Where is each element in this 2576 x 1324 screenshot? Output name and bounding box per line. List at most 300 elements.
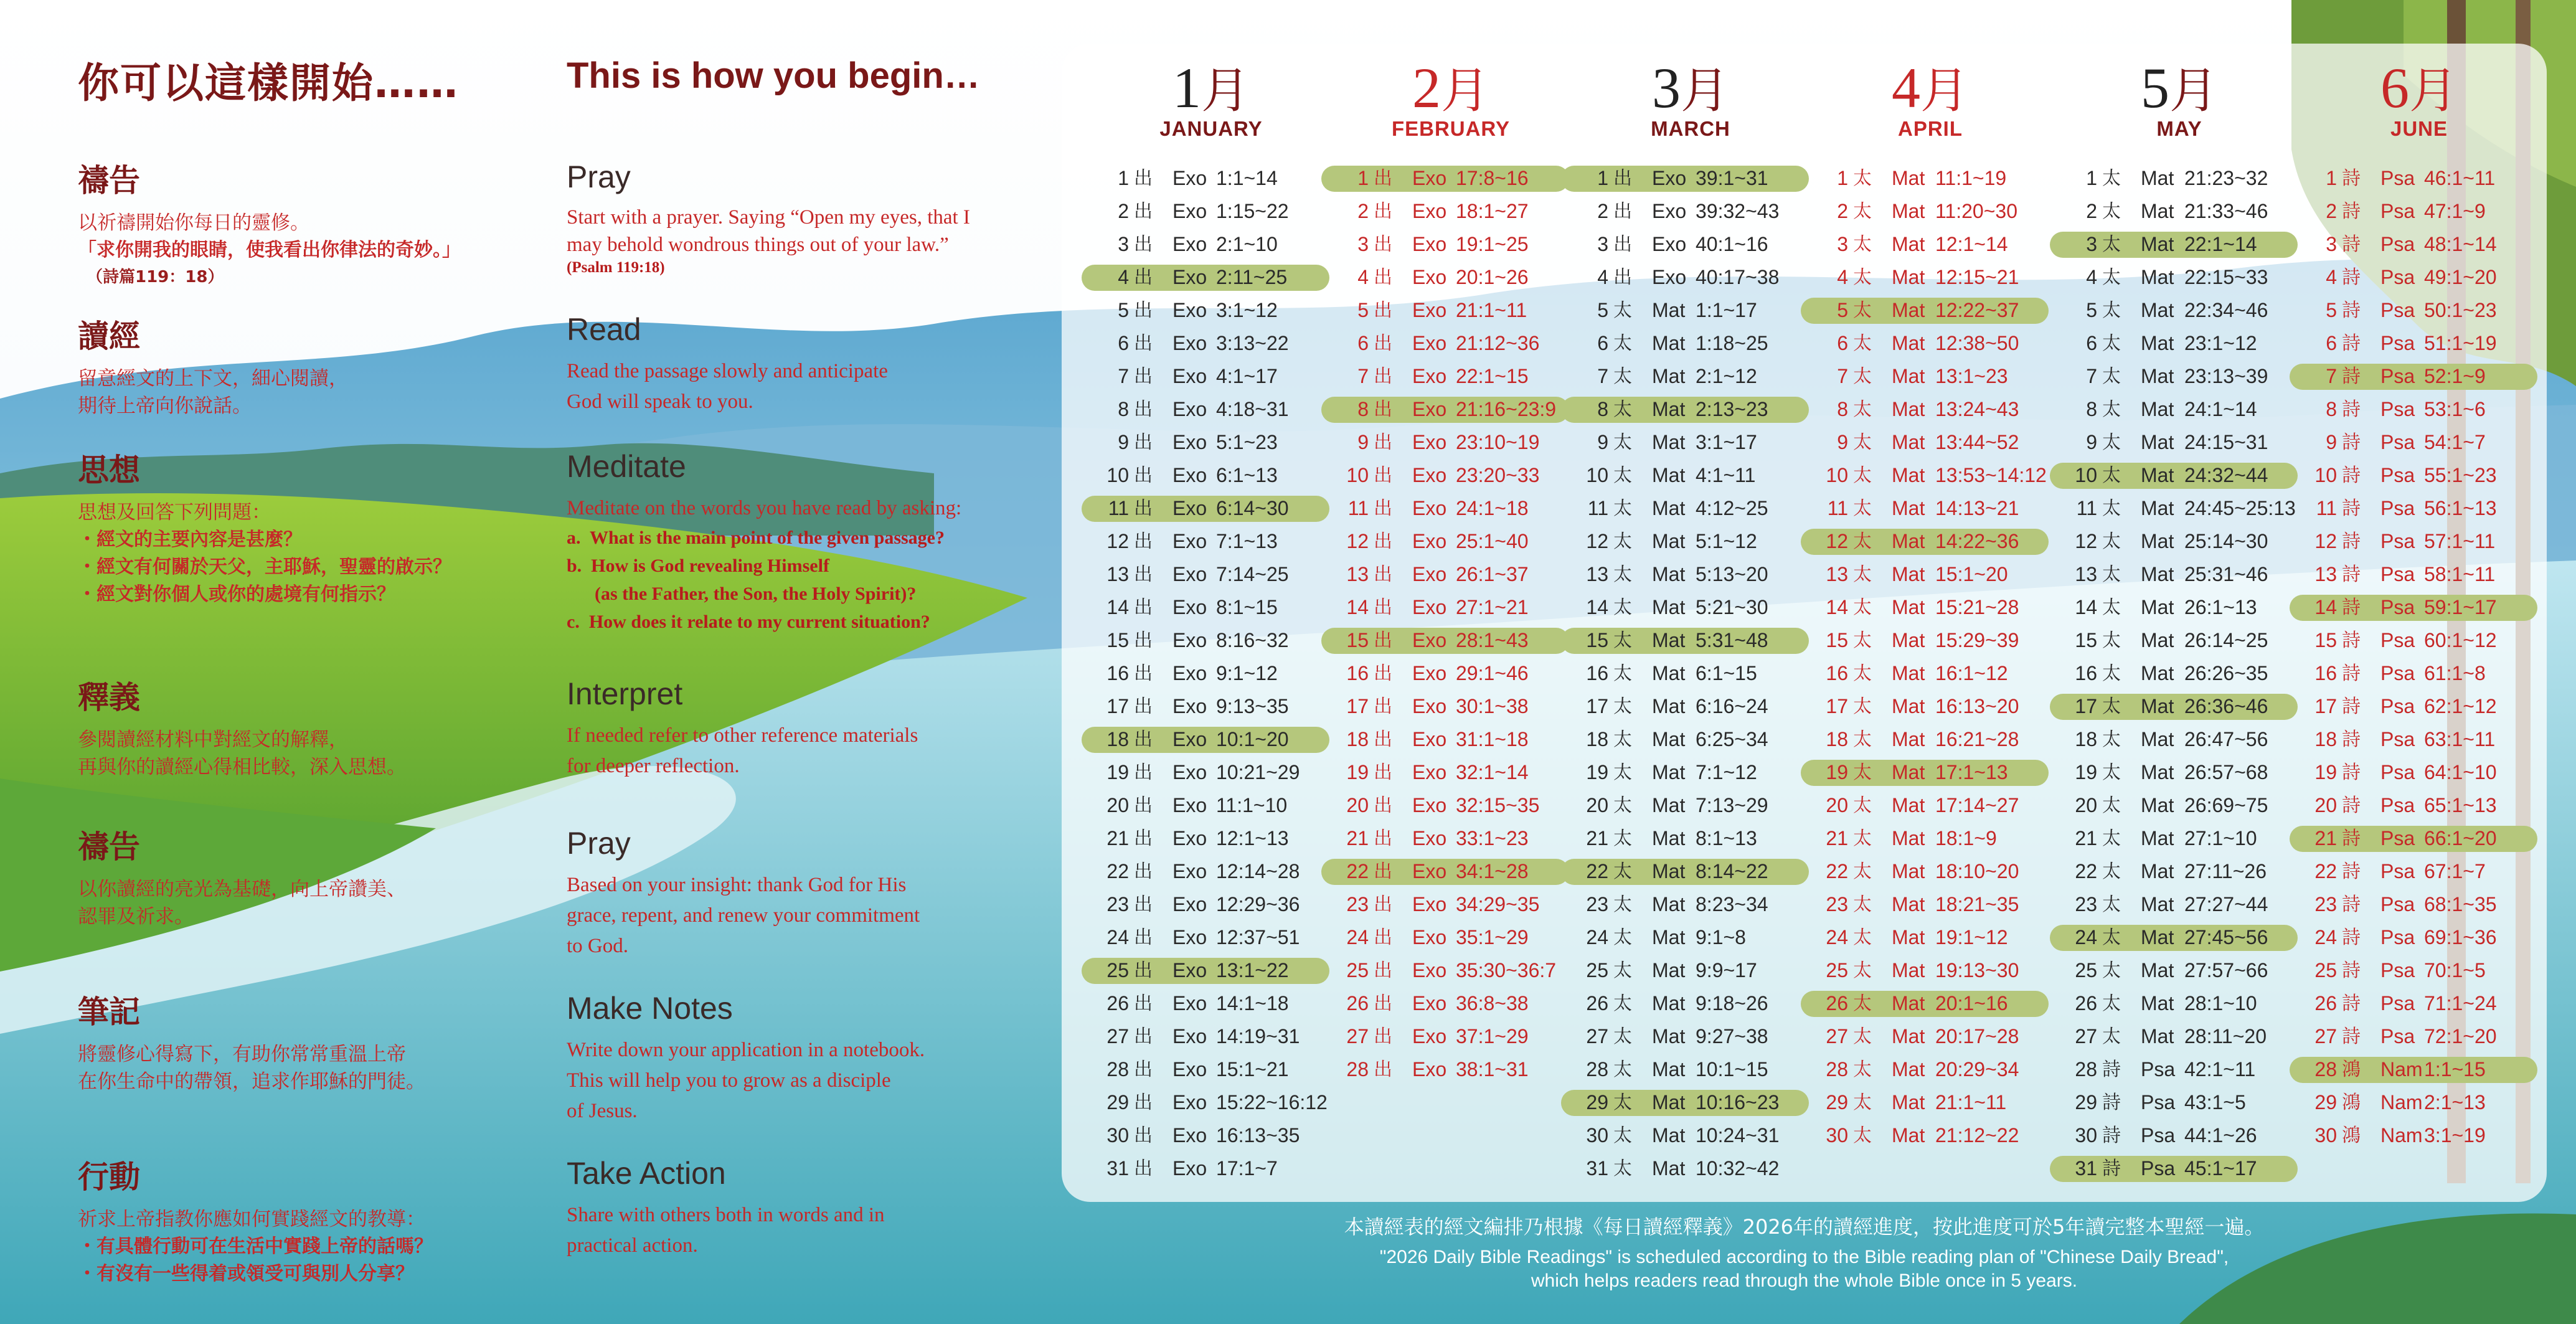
- reading-book-zh: 詩: [2102, 1092, 2121, 1114]
- reading-day: 30: [1586, 1124, 1608, 1147]
- reading-row: [1093, 492, 1329, 525]
- reading-passage: 8:16~32: [1216, 629, 1289, 651]
- reading-book-zh: 太: [1613, 432, 1632, 453]
- reading-row: [1572, 195, 1809, 228]
- reading-day: 27: [2075, 1025, 2097, 1047]
- reading-book-en: Mat: [1892, 992, 1925, 1014]
- reading-passage: 8:14~22: [1696, 860, 1768, 882]
- reading-passage: 20:17~28: [1935, 1025, 2019, 1047]
- reading-book-zh: 太: [1853, 333, 1872, 354]
- reading-day: 4: [2326, 266, 2337, 288]
- reading-book-en: Mat: [1892, 530, 1925, 552]
- reading-day: 9: [1118, 431, 1129, 453]
- reading-row: [1333, 327, 1569, 360]
- reading-passage: 25:14~30: [2184, 530, 2268, 552]
- reading-book-zh: 太: [1853, 630, 1872, 651]
- reading-book-zh: 太: [2102, 729, 2121, 750]
- reading-book-zh: 太: [2102, 333, 2121, 354]
- reading-book-en: Exo: [1172, 959, 1207, 981]
- section-text: 認罪及祈求。: [78, 906, 194, 928]
- reading-day: 28: [2314, 1058, 2337, 1080]
- reading-book-zh: 出: [1374, 861, 1392, 882]
- reading-book-en: Exo: [1412, 728, 1447, 750]
- month-number: [1093, 56, 1329, 120]
- reading-book-en: Exo: [1412, 266, 1447, 288]
- reading-book-zh: 太: [2102, 399, 2121, 420]
- reading-row: [2301, 525, 2537, 558]
- reading-book-en: Psa: [2380, 332, 2415, 354]
- month-column-february: [1333, 56, 1569, 1080]
- section-question: a. What is the main point of the given passage?: [567, 527, 945, 548]
- reading-passage: 25:31~46: [2184, 563, 2268, 585]
- reading-day: 11: [1587, 497, 1608, 519]
- reading-book-zh: 詩: [2342, 564, 2361, 585]
- reading-book-zh: 出: [1374, 399, 1392, 420]
- reading-book-zh: 詩: [2342, 201, 2361, 222]
- section-title: 釋義: [78, 679, 140, 716]
- reading-row: [2301, 591, 2537, 624]
- reading-row: [1572, 624, 1809, 657]
- reading-passage: 30:1~38: [1456, 695, 1529, 717]
- reading-day: 1: [1357, 167, 1369, 189]
- reading-day: 18: [1826, 728, 1848, 750]
- reading-row: [1333, 459, 1569, 492]
- reading-row: [1333, 1020, 1569, 1053]
- reading-passage: 52:1~9: [2424, 365, 2486, 387]
- reading-row: [1572, 987, 1809, 1020]
- reading-book-zh: 太: [1853, 432, 1872, 453]
- section-text: Start with a prayer. Saying “Open my eyes, that I: [567, 206, 970, 229]
- reading-row: [1812, 360, 2049, 393]
- section-meditate-en: [567, 448, 961, 636]
- reading-passage: 1:18~25: [1696, 332, 1768, 354]
- reading-day: 5: [2326, 299, 2337, 321]
- reading-book-zh: 出: [1134, 927, 1153, 948]
- section-text: 以你讀經的亮光為基礎，向上帝讚美、: [78, 878, 406, 901]
- reading-row: [2061, 162, 2298, 195]
- reading-book-en: Mat: [1652, 464, 1686, 486]
- reading-book-zh: 太: [1853, 828, 1872, 849]
- reading-row: [1572, 294, 1809, 327]
- reading-book-en: Mat: [1652, 662, 1686, 684]
- reading-day: 24: [2314, 926, 2337, 948]
- reading-row: [1572, 327, 1809, 360]
- reading-day: 15: [1586, 629, 1608, 651]
- reading-row: [2061, 756, 2298, 789]
- reading-book-zh: 出: [1613, 168, 1632, 189]
- reading-passage: 22:1~15: [1456, 365, 1529, 387]
- reading-book-zh: 太: [1853, 861, 1872, 882]
- reading-day: 15: [1346, 629, 1369, 651]
- reading-book-en: Mat: [1652, 563, 1686, 585]
- reading-passage: 21:1~11: [1456, 299, 1527, 321]
- reading-book-zh: 詩: [2342, 333, 2361, 354]
- reading-row: [1572, 954, 1809, 987]
- reading-day: 14: [1346, 596, 1369, 618]
- reading-book-en: Mat: [2141, 761, 2174, 783]
- reading-book-en: Exo: [1412, 860, 1447, 882]
- reading-book-zh: 出: [1134, 861, 1153, 882]
- reading-book-zh: 出: [1134, 168, 1153, 189]
- reading-day: 26: [2075, 992, 2097, 1014]
- reading-book-en: Mat: [1892, 200, 1925, 222]
- reading-day: 2: [2326, 200, 2337, 222]
- reading-passage: 23:1~12: [2184, 332, 2257, 354]
- reading-book-zh: 太: [1853, 564, 1872, 585]
- reading-passage: 62:1~12: [2424, 695, 2497, 717]
- reading-book-en: Exo: [1412, 233, 1447, 255]
- reading-row: [2061, 954, 2298, 987]
- reading-book-zh: 太: [2102, 531, 2121, 552]
- reading-passage: 17:14~27: [1935, 794, 2019, 816]
- reading-day: 20: [2314, 794, 2337, 816]
- reading-row: [1572, 822, 1809, 855]
- reading-book-en: Mat: [1652, 332, 1686, 354]
- reading-row: [1572, 492, 1809, 525]
- reading-row: [1812, 789, 2049, 822]
- reading-row: [1812, 558, 2049, 591]
- reading-passage: 26:69~75: [2184, 794, 2268, 816]
- reading-book-en: Mat: [1892, 695, 1925, 717]
- reading-passage: 12:29~36: [1216, 893, 1300, 915]
- reading-day: 31: [2075, 1157, 2097, 1180]
- reading-book-zh: 出: [1134, 564, 1153, 585]
- reading-row: [1093, 756, 1329, 789]
- reading-book-zh: 太: [1853, 366, 1872, 387]
- reading-day: 24: [1826, 926, 1848, 948]
- reading-day: 14: [2314, 596, 2337, 618]
- reading-passage: 29:1~46: [1456, 662, 1529, 684]
- reading-row: [1093, 690, 1329, 723]
- reading-book-zh: 詩: [2102, 1059, 2121, 1080]
- reading-row: [2301, 228, 2537, 261]
- reading-passage: 12:14~28: [1216, 860, 1300, 882]
- reading-day: 12: [2314, 530, 2337, 552]
- reading-book-zh: 出: [1134, 762, 1153, 783]
- reading-book-en: Psa: [2380, 266, 2415, 288]
- reading-book-en: Mat: [2141, 530, 2174, 552]
- reading-book-en: Mat: [2141, 596, 2174, 618]
- reading-book-zh: 出: [1374, 1026, 1392, 1047]
- reading-row: [2301, 921, 2537, 954]
- reading-day: 26: [1106, 992, 1129, 1014]
- reading-book-en: Mat: [1892, 398, 1925, 420]
- reading-day: 25: [1106, 959, 1129, 981]
- reading-passage: 65:1~13: [2424, 794, 2497, 816]
- section-ref: (Psalm 119:18): [567, 259, 665, 276]
- reading-row: [2301, 822, 2537, 855]
- month-column-april: [1812, 56, 2049, 1147]
- reading-row: [1812, 954, 2049, 987]
- reading-row: [2301, 756, 2537, 789]
- reading-row: [1093, 360, 1329, 393]
- english-guide: [567, 50, 1040, 1257]
- reading-row: [2061, 888, 2298, 921]
- reading-book-zh: 太: [2102, 762, 2121, 783]
- section-text: 祈求上帝指教你應如何實踐經文的教導：: [78, 1208, 425, 1231]
- guide-title-zh: 你可以這樣開始……: [78, 59, 459, 107]
- reading-book-en: Exo: [1172, 497, 1207, 519]
- reading-day: 21: [1586, 827, 1608, 849]
- reading-passage: 12:22~37: [1935, 299, 2019, 321]
- reading-row: [1812, 393, 2049, 426]
- reading-day: 10: [2075, 464, 2097, 486]
- reading-passage: 19:1~12: [1935, 926, 2008, 948]
- reading-book-zh: 太: [1613, 1026, 1632, 1047]
- reading-book-en: Exo: [1172, 794, 1207, 816]
- reading-row: [1333, 657, 1569, 690]
- reading-row: [2061, 987, 2298, 1020]
- reading-day: 21: [1826, 827, 1848, 849]
- reading-passage: 38:1~31: [1456, 1058, 1529, 1080]
- reading-passage: 26:36~46: [2184, 695, 2268, 717]
- reading-passage: 2:11~25: [1216, 266, 1288, 288]
- month-header: [2301, 56, 2537, 140]
- reading-passage: 9:9~17: [1696, 959, 1757, 981]
- reading-row: [2061, 1053, 2298, 1086]
- reading-book-zh: 太: [1613, 597, 1632, 618]
- reading-passage: 15:1~21: [1216, 1058, 1289, 1080]
- reading-day: 3: [1837, 233, 1848, 255]
- section-title: 行動: [78, 1159, 140, 1195]
- reading-day: 2: [1837, 200, 1848, 222]
- reading-book-en: Exo: [1172, 1124, 1207, 1147]
- reading-row: [2301, 1053, 2537, 1086]
- reading-passage: 34:29~35: [1456, 893, 1540, 915]
- reading-passage: 26:1~13: [2184, 596, 2257, 618]
- reading-row: [2061, 459, 2298, 492]
- reading-book-zh: 詩: [2102, 1158, 2121, 1180]
- reading-row: [2061, 360, 2298, 393]
- reading-day: 16: [2075, 662, 2097, 684]
- section-text: for deeper reflection.: [567, 755, 740, 777]
- reading-day: 17: [1106, 695, 1129, 717]
- reading-passage: 59:1~17: [2424, 596, 2497, 618]
- month-number-cjk: 月: [1680, 63, 1729, 119]
- guide-title-en: This is how you begin…: [567, 55, 980, 96]
- reading-day: 27: [2314, 1025, 2337, 1047]
- reading-row: [1333, 162, 1569, 195]
- section-text: 將靈修心得寫下，有助你常常重溫上帝: [78, 1043, 406, 1066]
- reading-passage: 4:1~11: [1696, 464, 1756, 486]
- reading-row: [1572, 261, 1809, 294]
- reading-book-zh: 出: [1134, 1092, 1153, 1114]
- reading-day: 22: [2314, 860, 2337, 882]
- reading-row: [1572, 888, 1809, 921]
- reading-day: 17: [1586, 695, 1608, 717]
- reading-book-zh: 太: [1613, 399, 1632, 420]
- reading-passage: 3:1~17: [1696, 431, 1757, 453]
- reading-book-zh: 太: [1853, 1059, 1872, 1080]
- reading-passage: 21:16~23:9: [1456, 398, 1557, 420]
- reading-row: [2061, 624, 2298, 657]
- reading-book-en: Mat: [2141, 464, 2174, 486]
- reading-book-en: Exo: [1172, 1157, 1207, 1180]
- section-text: 以祈禱開始你每日的靈修。: [78, 212, 309, 234]
- reading-book-zh: 太: [1853, 993, 1872, 1014]
- reading-book-zh: 太: [1853, 201, 1872, 222]
- reading-book-zh: 出: [1134, 201, 1153, 222]
- reading-book-zh: 太: [1853, 729, 1872, 750]
- section-notes-zh: [78, 987, 425, 1095]
- reading-book-en: Exo: [1172, 596, 1207, 618]
- reading-book-zh: 出: [1374, 663, 1392, 684]
- reading-book-en: Exo: [1172, 992, 1207, 1014]
- reading-book-zh: 太: [2102, 168, 2121, 189]
- reading-book-zh: 出: [1374, 300, 1392, 321]
- reading-row: [1333, 591, 1569, 624]
- reading-day: 30: [1826, 1124, 1848, 1147]
- reading-row: [1093, 789, 1329, 822]
- reading-passage: 26:1~37: [1456, 563, 1529, 585]
- reading-row: [1333, 426, 1569, 459]
- reading-day: 29: [1586, 1091, 1608, 1114]
- reading-row: [2301, 459, 2537, 492]
- reading-book-en: Mat: [2141, 695, 2174, 717]
- section-action-en: [567, 1155, 885, 1261]
- reading-book-en: Exo: [1652, 233, 1687, 255]
- reading-day: 8: [1837, 398, 1848, 420]
- reading-passage: 14:13~21: [1935, 497, 2019, 519]
- reading-passage: 1:15~22: [1216, 200, 1289, 222]
- reading-passage: 12:37~51: [1216, 926, 1300, 948]
- reading-day: 16: [1586, 662, 1608, 684]
- reading-book-zh: 出: [1134, 399, 1153, 420]
- reading-book-en: Mat: [1652, 695, 1686, 717]
- reading-book-en: Exo: [1412, 332, 1447, 354]
- reading-passage: 8:1~13: [1696, 827, 1757, 849]
- month-column-june: [2301, 56, 2537, 1147]
- reading-passage: 5:21~30: [1696, 596, 1768, 618]
- reading-book-en: Exo: [1412, 959, 1447, 981]
- reading-day: 23: [1106, 893, 1129, 915]
- reading-passage: 14:19~31: [1216, 1025, 1300, 1047]
- reading-book-zh: 太: [2102, 234, 2121, 255]
- section-text: grace, repent, and renew your commitment: [567, 904, 920, 927]
- reading-day: 22: [1826, 860, 1848, 882]
- reading-day: 8: [1597, 398, 1608, 420]
- reading-passage: 18:1~9: [1935, 827, 1997, 849]
- reading-row: [1333, 360, 1569, 393]
- reading-book-zh: 詩: [2342, 531, 2361, 552]
- reading-passage: 6:1~15: [1696, 662, 1757, 684]
- reading-day: 21: [1346, 827, 1369, 849]
- reading-row: [2061, 822, 2298, 855]
- reading-row: [1093, 987, 1329, 1020]
- reading-book-zh: 太: [2102, 366, 2121, 387]
- reading-row: [1572, 162, 1809, 195]
- reading-passage: 27:45~56: [2184, 926, 2268, 948]
- reading-day: 15: [1106, 629, 1129, 651]
- reading-book-en: Psa: [2380, 398, 2415, 420]
- reading-row: [1812, 921, 2049, 954]
- reading-book-en: Mat: [2141, 365, 2174, 387]
- reading-day: 19: [1586, 761, 1608, 783]
- reading-passage: 11:1~19: [1935, 167, 2007, 189]
- reading-book-en: Mat: [1652, 926, 1686, 948]
- section-action-zh: [78, 1152, 433, 1288]
- reading-row: [1812, 987, 2049, 1020]
- reading-day: 3: [1597, 233, 1608, 255]
- reading-day: 1: [1837, 167, 1848, 189]
- section-title: 筆記: [78, 994, 140, 1030]
- reading-book-zh: 太: [2102, 861, 2121, 882]
- reading-day: 7: [1597, 365, 1608, 387]
- reading-book-zh: 出: [1374, 168, 1392, 189]
- reading-day: 25: [2075, 959, 2097, 981]
- reading-book-en: Psa: [2141, 1124, 2176, 1147]
- reading-row: [1333, 393, 1569, 426]
- reading-book-en: Exo: [1412, 200, 1447, 222]
- reading-day: 13: [1346, 563, 1369, 585]
- reading-passage: 18:1~27: [1456, 200, 1529, 222]
- reading-book-en: Mat: [1652, 860, 1686, 882]
- reading-book-en: Psa: [2380, 629, 2415, 651]
- reading-day: 14: [1826, 596, 1848, 618]
- reading-book-zh: 太: [2102, 1026, 2121, 1047]
- reading-passage: 5:13~20: [1696, 563, 1768, 585]
- reading-day: 28: [1826, 1058, 1848, 1080]
- reading-passage: 5:1~12: [1696, 530, 1757, 552]
- reading-row: [1093, 954, 1329, 987]
- reading-book-en: Exo: [1412, 926, 1447, 948]
- reading-book-en: Mat: [1652, 629, 1686, 651]
- reading-row: [1812, 591, 2049, 624]
- reading-book-zh: 太: [1613, 861, 1632, 882]
- month-number-cjk: 月: [1440, 63, 1489, 119]
- reading-day: 7: [1118, 365, 1129, 387]
- reading-day: 3: [2086, 233, 2097, 255]
- reading-book-zh: 太: [1853, 663, 1872, 684]
- section-quote: 「求你開我的眼睛，使我看出你律法的奇妙。」: [78, 239, 461, 261]
- reading-book-zh: 出: [1134, 597, 1153, 618]
- reading-day: 9: [2326, 431, 2337, 453]
- reading-book-zh: 太: [1853, 927, 1872, 948]
- reading-row: [1572, 426, 1809, 459]
- reading-book-zh: 出: [1134, 1026, 1153, 1047]
- reading-passage: 26:57~68: [2184, 761, 2268, 783]
- reading-book-zh: 詩: [2342, 696, 2361, 717]
- reading-row: [1812, 1119, 2049, 1152]
- reading-book-en: Psa: [2141, 1157, 2176, 1180]
- reading-day: 24: [1586, 926, 1608, 948]
- reading-book-zh: 詩: [2342, 993, 2361, 1014]
- reading-day: 18: [1106, 728, 1129, 750]
- reading-row: [1333, 690, 1569, 723]
- reading-book-en: Exo: [1172, 365, 1207, 387]
- reading-book-en: Exo: [1652, 167, 1687, 189]
- reading-passage: 21:23~32: [2184, 167, 2268, 189]
- reading-book-zh: 詩: [2342, 1026, 2361, 1047]
- reading-passage: 48:1~14: [2424, 233, 2497, 255]
- reading-book-en: Exo: [1172, 1058, 1207, 1080]
- reading-book-en: Exo: [1412, 530, 1447, 552]
- reading-day: 12: [1826, 530, 1848, 552]
- reading-book-zh: 太: [2102, 597, 2121, 618]
- reading-day: 15: [1826, 629, 1848, 651]
- section-question: ・有沒有一些得着或領受可與別人分享？: [78, 1263, 414, 1285]
- section-title: 禱告: [78, 829, 140, 865]
- reading-row: [1812, 426, 2049, 459]
- reading-row: [2301, 789, 2537, 822]
- reading-day: 11: [1108, 497, 1129, 519]
- reading-passage: 49:1~20: [2424, 266, 2497, 288]
- reading-book-en: Mat: [2141, 629, 2174, 651]
- reading-passage: 2:1~10: [1216, 233, 1278, 255]
- reading-row: [1333, 855, 1569, 888]
- reading-day: 26: [1826, 992, 1848, 1014]
- reading-row: [1812, 294, 2049, 327]
